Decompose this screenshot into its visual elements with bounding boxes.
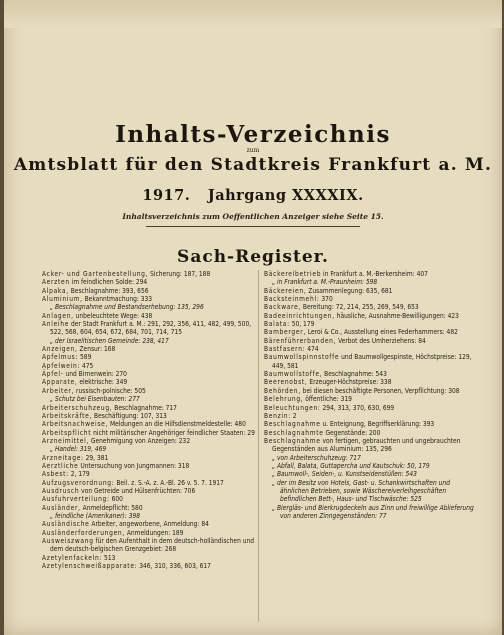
index-entry-text: 29, 381	[83, 453, 109, 462]
header-divider	[146, 226, 360, 227]
index-entry	[264, 370, 478, 378]
index-entry	[264, 429, 478, 437]
index-entry-keyword: Anlagen,	[42, 311, 74, 320]
index-entry-keyword: Apfelmus:	[42, 353, 79, 362]
index-entry-keyword: Belehrung,	[264, 395, 304, 404]
index-entry-keyword: Azetylenschweißapparate:	[42, 562, 138, 571]
index-entry-text: Arbeiter, angeworbene, Anmeldung: 84	[89, 520, 209, 529]
index-entry-keyword: Behörden,	[264, 386, 301, 395]
index-entry-text: „ Handel: 319, 469	[50, 445, 107, 454]
index-entry-keyword: Arbeiter,	[42, 386, 75, 395]
index-entry	[264, 420, 478, 428]
index-entry-text: Genehmigung von Anzeigen: 232	[89, 436, 191, 445]
index-entry	[264, 395, 478, 403]
index-entry-keyword: Beschlagnahme	[264, 436, 321, 445]
index-entry-text: unbeleuchtete Wege: 438	[73, 311, 153, 320]
index-entry	[42, 495, 256, 503]
column-divider	[258, 270, 259, 622]
index-entry-text: Beschäftigung: 107, 313	[92, 411, 167, 420]
document-page	[4, 0, 502, 635]
index-entry-text: Erzeuger-Höchstpreise: 338	[307, 378, 392, 387]
index-entry-text: „ in Frankfurt a. M.-Praunheim: 598	[272, 278, 378, 287]
index-entry-text: Bereitung: 72, 214, 255, 269, 549, 653	[301, 303, 419, 312]
index-entry-keyword: Beerenobst,	[264, 378, 308, 387]
index-entry	[264, 278, 478, 286]
index-entry-keyword: Badeeinrichtungen,	[264, 311, 335, 320]
index-entry	[42, 429, 256, 437]
index-entry	[42, 470, 256, 478]
index-entry-keyword: Aerzten	[42, 278, 70, 287]
index-entry	[264, 287, 478, 295]
index-entry-keyword: Beschlagnahme	[264, 420, 321, 429]
index-entry-text: 2, 179	[68, 470, 90, 479]
index-entry-keyword: Anzeigen,	[42, 345, 78, 354]
index-entry-keyword: Aufzugsverordnung:	[42, 478, 115, 487]
year-volume-line	[4, 187, 502, 204]
index-entry	[42, 404, 256, 412]
index-entry	[264, 328, 478, 336]
index-entry-keyword: Anleihe	[42, 320, 70, 329]
index-entry	[264, 270, 478, 278]
index-entry	[42, 529, 256, 537]
index-entry-text: Zensur: 168	[77, 345, 116, 354]
index-entry-text: in Frankfurt a. M.-Berkersheim: 407	[321, 270, 428, 278]
index-entry-text: 589	[78, 353, 92, 362]
index-entry	[42, 462, 256, 470]
index-entry	[264, 462, 478, 470]
index-entry	[42, 395, 256, 403]
index-entry-text: Bekanntmachung: 333	[82, 295, 153, 304]
index-entry-text: Verbot des Umherziehens: 84	[336, 336, 426, 345]
index-entry-keyword: Arzneimittel,	[42, 436, 90, 445]
index-entry-keyword: Backsteinmehl:	[264, 295, 320, 304]
volume-label: Jahrgang XXXXIX.	[207, 187, 364, 204]
index-entry-text: „ Beschlagnahme und Bestandserhebung: 135, 296	[50, 303, 204, 312]
index-entry-keyword: Aluminium,	[42, 295, 83, 304]
index-entry	[42, 562, 256, 570]
index-entry	[264, 312, 478, 320]
index-entry	[264, 345, 478, 353]
index-column-left	[42, 270, 256, 570]
index-entry	[42, 320, 256, 337]
index-entry-text: u. Enteignung, Begriffserklärung: 393	[320, 420, 435, 429]
index-entry	[42, 345, 256, 353]
index-entry-text: 346, 310, 336, 603, 617	[137, 562, 211, 571]
index-entry-keyword: Arbeiterschuhzeug,	[42, 403, 113, 412]
index-entry-keyword: Alpaka,	[42, 286, 69, 295]
index-entry-text: „ Biergläs- und Bierkrugdeckeln aus Zinn und freiwillige Ablieferung von anderen Zinngegenständen: 77	[272, 503, 474, 520]
index-entry-text: nicht militärischer Angehöriger feindlicher Staaten: 29	[91, 428, 255, 437]
index-entry	[42, 537, 256, 554]
index-entry	[42, 504, 256, 512]
index-entry-keyword: Baumwollspinnstoffe	[264, 353, 340, 362]
index-entry-text: Anmeldepflicht: 580	[80, 503, 143, 512]
index-entry-keyword: Arbeitsnachweise,	[42, 420, 109, 429]
year-label: 1917.	[142, 187, 191, 204]
index-entry-keyword: Beleuchtungen:	[264, 403, 321, 412]
index-entry	[264, 353, 478, 370]
index-entry	[264, 295, 478, 303]
index-entry-keyword: Ausdrusch	[42, 486, 80, 495]
index-entry	[42, 454, 256, 462]
index-entry-keyword: Baumwollstoffe,	[264, 370, 323, 379]
index-entry-text: Beschlagnahme: 543	[322, 370, 387, 379]
index-entry-keyword: Ausländer,	[42, 503, 81, 512]
index-entry	[264, 479, 478, 504]
index-entry-text: Untersuchung von Jungmannen: 318	[78, 461, 190, 470]
index-entry-keyword: Ausfuhrverteilung:	[42, 495, 110, 504]
index-entry-keyword: Ausweiszwang	[42, 537, 94, 545]
index-entry	[42, 420, 256, 428]
index-entry-text: „ der im Besitz von Hotels, Gast- u. Schankwirtschaften und ähnlichen Betrieben, sowie Wäschereiverleihgeschäften befindlichen Bett-, Haus- und Tischwäsche: 525	[272, 478, 450, 504]
index-entry	[42, 362, 256, 370]
index-entry	[42, 337, 256, 345]
index-entry-text: „ feindliche (Amerikaner): 398	[50, 511, 141, 520]
index-entry-text: Gegenstände: 200	[323, 428, 381, 437]
index-entry-text: im feindlichen Solde: 294	[69, 278, 148, 287]
index-entry	[42, 270, 256, 278]
index-entry	[264, 337, 478, 345]
index-entry-keyword: Apfelwein:	[42, 361, 81, 370]
index-entry-keyword: Arbeitskräfte,	[42, 411, 93, 420]
index-column-right	[264, 270, 478, 520]
index-entry	[264, 504, 478, 521]
index-entry-text: Meldungen an die Hilfsdienstmeldestelle: 480	[108, 420, 246, 429]
index-entry	[42, 378, 256, 386]
index-entry	[264, 404, 478, 412]
page-top-shade	[4, 0, 502, 28]
index-entry	[42, 287, 256, 295]
index-entry-text: russisch-polnische: 505	[74, 386, 146, 395]
index-entry-text: der Stadt Frankfurt a. M.: 291, 292, 356, 411, 482, 499, 500, 522, 568, 604, 654, 672, 684, 701, 714, 715	[50, 320, 252, 337]
index-entry-text: und Birnenwein: 270	[63, 370, 127, 379]
index-entry-text: bei diesen beschäftigte Personen, Verpflichtung: 308	[300, 386, 460, 395]
index-entry-keyword: Acker- und Gartenbestellung,	[42, 270, 149, 278]
index-entry	[264, 303, 478, 311]
index-entry-keyword: Arzneitage:	[42, 453, 84, 462]
index-entry-text: und Baumwollgespinste, Höchstpreise: 129, 449, 581	[272, 353, 472, 370]
index-entry-text: „ von Arbeiterschuhzeug: 717	[272, 453, 361, 462]
index-entry-text: „ Schutz bei Eisenbauten: 277	[50, 395, 140, 404]
index-entry-text: 474	[305, 345, 319, 354]
index-entry-text: Zusammenlegung: 635, 681	[306, 286, 393, 295]
index-entry	[42, 520, 256, 528]
index-entry-text: 513	[102, 553, 116, 562]
index-entry	[42, 312, 256, 320]
index-entry-text: Leroi & Co., Ausstellung eines Federhammers: 482	[305, 328, 458, 337]
index-entry-text: von fertigen, gebrauchten und ungebrauchten Gegenständen aus Aluminium: 135, 296	[272, 436, 461, 454]
index-entry-text: 50, 179	[289, 320, 315, 329]
index-entry-keyword: Ausländische	[42, 520, 90, 529]
index-entry	[42, 303, 256, 311]
index-entry-keyword: Azetylenfackeln:	[42, 553, 103, 562]
index-entry	[42, 554, 256, 562]
document-title: Inhalts-Verzeichnis	[115, 121, 391, 148]
index-entry	[264, 470, 478, 478]
index-entry-keyword: Bäckereibetrieb	[264, 270, 322, 278]
index-entry-text: für den Aufenthalt in dem deutsch-holländischen und dem deutsch-belgischen Grenzgebiet: 268	[50, 537, 255, 554]
index-entry-text: „ der Israelitischen Gemeinde: 238, 417	[50, 336, 169, 345]
index-entry-keyword: Äpfel-	[42, 370, 64, 379]
index-entry-keyword: Bäckereien,	[264, 286, 307, 295]
index-entry-text: Beschlagnahme: 717	[112, 403, 177, 412]
index-entry-text: Beil. z. S.-A. z. A.-Bl. 26 v. 5. 7. 1917	[114, 478, 224, 487]
index-entry-keyword: Arbeitspflicht	[42, 428, 92, 437]
index-entry-text: 2	[290, 411, 297, 420]
index-entry-keyword: Aerztliche	[42, 461, 79, 470]
index-entry-text: häusliche, Ausnahme-Bewilligungen: 423	[334, 311, 459, 320]
index-entry	[264, 454, 478, 462]
index-entry	[264, 320, 478, 328]
index-entry	[42, 487, 256, 495]
index-entry-keyword: Bamberger,	[264, 328, 306, 337]
index-entry	[42, 437, 256, 445]
section-title: Sach-Register.	[177, 247, 329, 267]
title-connector: zum	[246, 147, 260, 154]
index-entry-text: 370	[319, 295, 333, 304]
index-entry-text: von Getreide und Hülsenfrüchten: 706	[79, 486, 196, 495]
index-entry-text: Sicherung: 187, 188	[148, 270, 211, 278]
index-entry	[42, 278, 256, 286]
cross-reference-note: Inhaltsverzeichnis zum Oeffentlichen Anzeiger siehe Seite 15.	[122, 212, 384, 221]
index-entry	[264, 412, 478, 420]
index-entry-text: 294, 313, 370, 630, 699	[320, 403, 395, 412]
index-entry-text: 475	[80, 361, 94, 370]
index-entry	[42, 387, 256, 395]
index-entry-keyword: Asbest:	[42, 470, 69, 479]
index-entry-text: 600	[109, 495, 123, 504]
index-entry-keyword: Beschlagnahmte	[264, 428, 324, 437]
publication-name: Amtsblatt für den Stadtkreis Frankfurt a. M.	[13, 155, 493, 175]
index-entry	[42, 412, 256, 420]
index-entry	[42, 295, 256, 303]
index-entry-text: „ Abfall, Balata, Guttapercha und Kautschuk: 50, 179	[272, 461, 430, 470]
index-entry	[264, 437, 478, 454]
index-entry-keyword: Benzin:	[264, 411, 291, 420]
index-entry-keyword: Balata:	[264, 320, 290, 329]
index-entry-text: „ Baumwoll-, Seiden-, u. Kunstseidenstüllen: 543	[272, 470, 417, 479]
index-entry	[264, 378, 478, 386]
index-entry	[42, 479, 256, 487]
index-entry-keyword: Bastfasern:	[264, 345, 306, 354]
index-entry-keyword: Ausländerforderungen,	[42, 528, 125, 537]
index-entry	[42, 353, 256, 361]
index-entry	[264, 387, 478, 395]
index-entry	[42, 370, 256, 378]
index-entry-keyword: Backware,	[264, 303, 302, 312]
index-entry-text: Anmeldungen: 189	[124, 528, 184, 537]
index-entry-keyword: Bärenführerbanden,	[264, 336, 337, 345]
index-entry	[42, 445, 256, 453]
index-entry-text: öffentliche: 319	[303, 395, 352, 404]
index-entry-text: elektrische: 349	[77, 378, 128, 387]
index-entry-keyword: Apparate,	[42, 378, 78, 387]
index-entry	[42, 512, 256, 520]
index-entry-text: Beschlagnahme: 393, 656	[68, 286, 149, 295]
